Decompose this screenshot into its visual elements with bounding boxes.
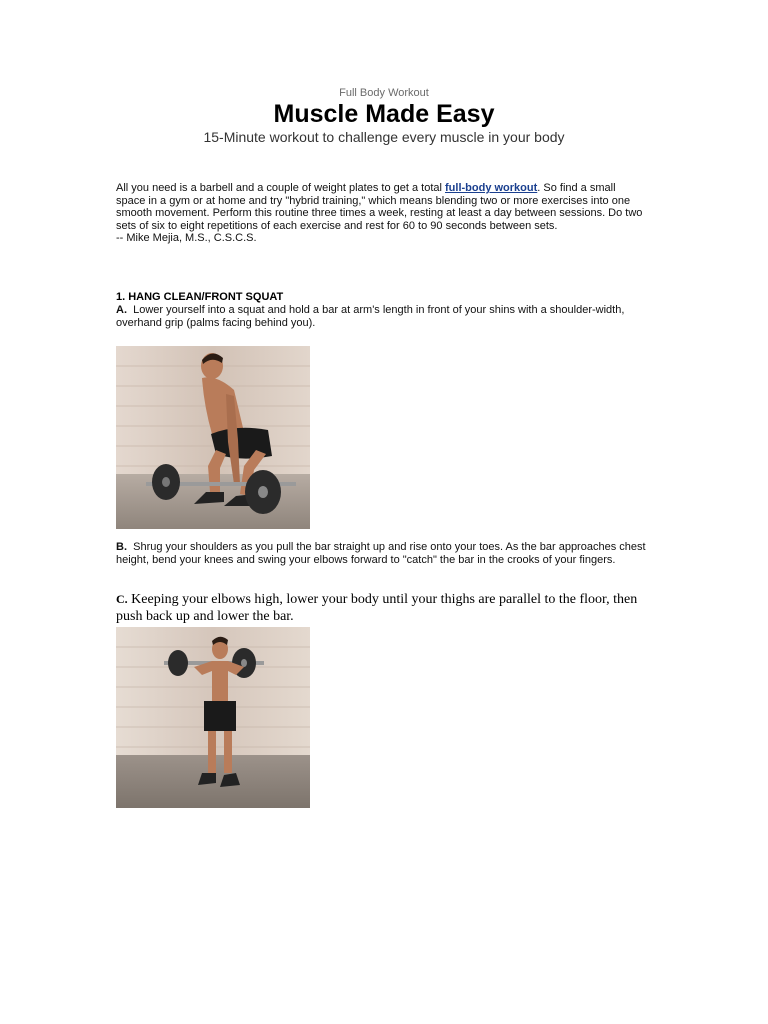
intro-text-after-link: . So find a small space in a gym or at home and try "hybrid training," which means blending two or more exercises into one smooth movement. Perform this routine three times a week, resting at least a day between sessions. Do two sets of six to eight repetitions of each exercise and rest for 60 to 90 seconds between sets. [116, 182, 643, 232]
step-a [116, 304, 646, 329]
article-subtitle: 15-Minute workout to challenge every muscle in your body [203, 129, 565, 145]
exercise-title: 1. HANG CLEAN/FRONT SQUAT [116, 291, 284, 303]
step-a-letter: A. [116, 304, 127, 316]
front-rack-illustration [116, 627, 310, 808]
step-b-text: Shrug your shoulders as you pull the bar straight up and rise onto your toes. As the bar approaches chest height, bend your knees and swing your elbows forward to "catch" the bar in the crooks of your fingers. [116, 541, 646, 566]
squat-illustration [116, 346, 310, 529]
article-title: Muscle Made Easy [273, 100, 495, 128]
article-kicker: Full Body Workout [339, 87, 429, 99]
step-c-letter: C. [116, 592, 128, 606]
step-c [116, 591, 646, 625]
full-body-workout-link[interactable]: full-body workout [445, 182, 538, 194]
step-b-letter: B. [116, 541, 127, 553]
intro-paragraph [116, 182, 646, 245]
step-b [116, 541, 646, 566]
front-rack-photo [116, 627, 310, 808]
author-byline: -- Mike Mejia, M.S., C.S.C.S. [116, 232, 257, 245]
step-a-text: Lower yourself into a squat and hold a bar at arm's length in front of your shins with a shoulder-width, overhand grip (palms facing behind you). [116, 304, 625, 329]
squat-photo [116, 346, 310, 529]
intro-text-before-link: All you need is a barbell and a couple of weight plates to get a total [116, 182, 445, 194]
step-c-text: Keeping your elbows high, lower your body until your thighs are parallel to the floor, then push back up and lower the bar. [116, 592, 638, 624]
